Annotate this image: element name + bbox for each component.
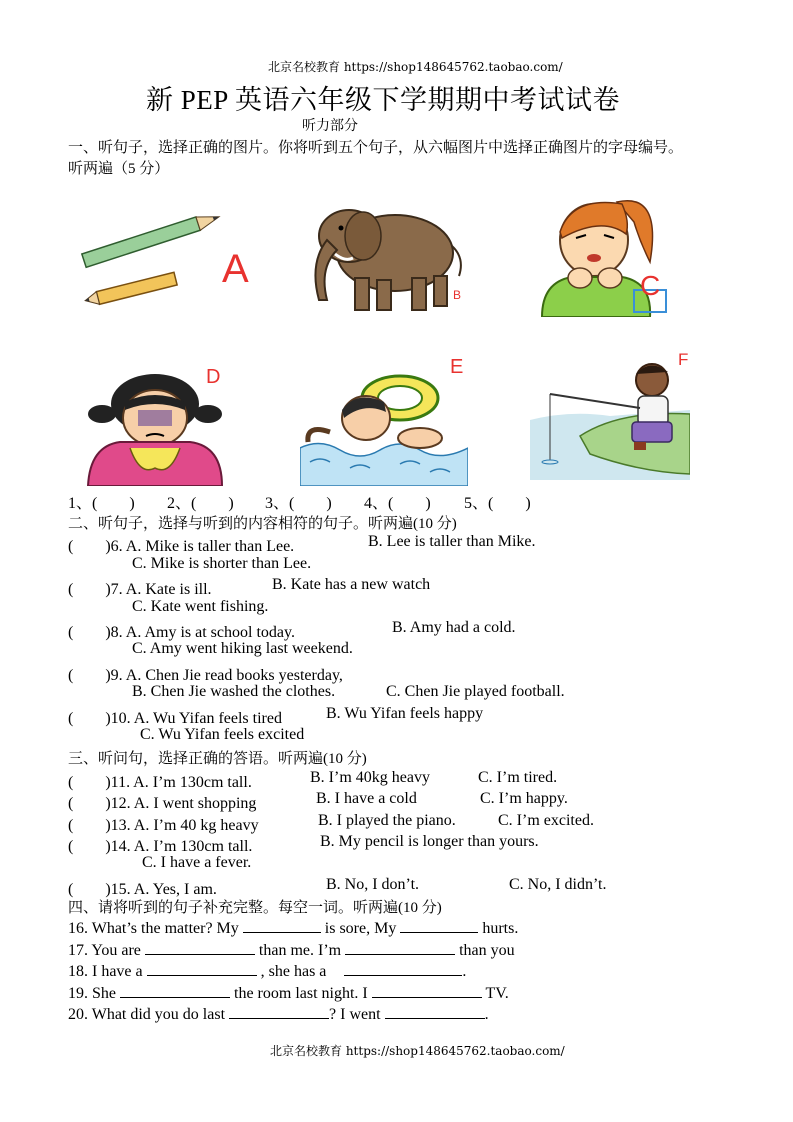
q17-text-3: than you — [459, 942, 515, 959]
q8-option-b: B. Amy had a cold. — [392, 619, 516, 636]
q7-option-b: B. Kate has a new watch — [272, 576, 431, 593]
q6-option-c: C. Mike is shorter than Lee. — [132, 555, 312, 572]
q6-option-a: ( )6. A. Mike is taller than Lee. — [68, 538, 295, 555]
q12-option-a: ( )12. A. I went shopping — [68, 795, 257, 812]
section1-instruction-line2: 听两遍（5 分） — [68, 161, 170, 177]
section2-instruction: 二、听句子，选择与听到的内容相符的句子。听两遍(10 分) — [68, 516, 457, 532]
answer-5[interactable]: 5、( ) — [464, 495, 531, 512]
q12-option-c: C. I’m happy. — [480, 790, 568, 807]
q17-text-2: than me. I’m — [258, 942, 342, 959]
answer-1[interactable]: 1、( ) — [68, 495, 135, 512]
picture-d-girl-sick — [80, 366, 230, 486]
q16-text-1: 16. What’s the matter? My — [68, 920, 239, 937]
q18-text-2: , she has a — [260, 963, 327, 980]
q13-option-b: B. I played the piano. — [318, 812, 456, 829]
q18-blank-1[interactable] — [147, 961, 257, 976]
q19-line — [68, 983, 509, 1003]
picture-c-letter: C — [640, 270, 661, 301]
q20-blank-1[interactable] — [229, 1004, 329, 1019]
q11-option-c: C. I’m tired. — [478, 769, 558, 786]
q16-text-2: is sore, My — [324, 920, 397, 937]
q19-blank-1[interactable] — [120, 983, 230, 998]
q20-blank-2[interactable] — [385, 1004, 485, 1019]
q20-text-3: . — [484, 1006, 489, 1023]
picture-f-boy-fishing — [530, 350, 690, 480]
q10-option-a: ( )10. A. Wu Yifan feels tired — [68, 710, 282, 727]
q19-text-1: 19. She — [68, 985, 116, 1002]
q20-text-2: ? I went — [329, 1006, 381, 1023]
q15-option-c: C. No, I didn’t. — [509, 876, 607, 893]
q12-option-b: B. I have a cold — [316, 790, 417, 807]
q17-line — [68, 940, 515, 960]
q18-line — [68, 961, 466, 981]
q8-option-c: C. Amy went hiking last weekend. — [132, 640, 353, 657]
section3-instruction: 三、听问句，选择正确的答语。听两遍(10 分) — [68, 751, 367, 767]
q8-option-a: ( )8. A. Amy is at school today. — [68, 624, 295, 641]
picture-d-letter: D — [206, 366, 221, 388]
picture-e-letter: E — [450, 356, 464, 378]
section4-instruction: 四、请将听到的句子补充完整。每空一词。听两遍(10 分) — [68, 900, 442, 916]
q17-blank-1[interactable] — [145, 940, 255, 955]
q18-blank-2[interactable] — [344, 961, 462, 976]
q18-text-3: . — [462, 963, 467, 980]
picture-f-letter: F — [678, 350, 689, 369]
q7-option-c: C. Kate went fishing. — [132, 598, 269, 615]
picture-c-girl-sore-throat — [522, 182, 672, 317]
q16-blank-2[interactable] — [400, 918, 478, 933]
q9-option-a: ( )9. A. Chen Jie read books yesterday, — [68, 667, 343, 684]
page-subtitle: 听力部分 — [302, 119, 358, 134]
picture-b-elephant — [297, 188, 467, 318]
picture-a-letter: A — [222, 247, 249, 291]
answer-4[interactable]: 4、( ) — [364, 495, 431, 512]
q11-option-b: B. I’m 40kg heavy — [310, 769, 430, 786]
q17-blank-2[interactable] — [345, 940, 455, 955]
answer-2[interactable]: 2、( ) — [167, 495, 234, 512]
q14-option-a: ( )14. A. I’m 130cm tall. — [68, 838, 253, 855]
page-title: 新 PEP 英语六年级下学期期中考试试卷 — [146, 85, 621, 115]
picture-b-letter: B — [453, 288, 462, 302]
q19-text-3: TV. — [485, 985, 509, 1002]
q10-option-b: B. Wu Yifan feels happy — [326, 705, 484, 722]
q10-option-c: C. Wu Yifan feels excited — [140, 726, 305, 743]
q16-text-3: hurts. — [482, 920, 519, 937]
q13-option-c: C. I’m excited. — [498, 812, 594, 829]
q16-line — [68, 918, 518, 938]
q6-option-b: B. Lee is taller than Mike. — [368, 533, 536, 550]
picture-a-pencils — [72, 195, 252, 320]
q14-option-c: C. I have a fever. — [142, 854, 252, 871]
q16-blank-1[interactable] — [243, 918, 321, 933]
picture-e-boy-swimming — [300, 358, 468, 486]
q13-option-a: ( )13. A. I’m 40 kg heavy — [68, 817, 259, 834]
q20-text-1: 20. What did you do last — [68, 1006, 226, 1023]
q9-option-c: C. Chen Jie played football. — [386, 683, 565, 700]
q20-line — [68, 1004, 489, 1024]
q11-option-a: ( )11. A. I’m 130cm tall. — [68, 774, 252, 791]
q14-option-b: B. My pencil is longer than yours. — [320, 833, 539, 850]
page-footer: 北京名校教育 https://shop148645762.taobao.com/ — [270, 1044, 565, 1058]
q7-option-a: ( )7. A. Kate is ill. — [68, 581, 212, 598]
page-header: 北京名校教育 https://shop148645762.taobao.com/ — [268, 60, 563, 74]
q19-blank-2[interactable] — [372, 983, 482, 998]
q18-text-1: 18. I have a — [68, 963, 143, 980]
q15-option-a: ( )15. A. Yes, I am. — [68, 881, 217, 898]
q15-option-b: B. No, I don’t. — [326, 876, 420, 893]
answer-3[interactable]: 3、( ) — [265, 495, 332, 512]
q19-text-2: the room last night. I — [234, 985, 368, 1002]
q9-option-b: B. Chen Jie washed the clothes. — [132, 683, 336, 700]
q17-text-1: 17. You are — [68, 942, 141, 959]
section1-instruction: 一、听句子，选择正确的图片。你将听到五个句子，从六幅图片中选择正确图片的字母编号。 — [68, 140, 684, 156]
